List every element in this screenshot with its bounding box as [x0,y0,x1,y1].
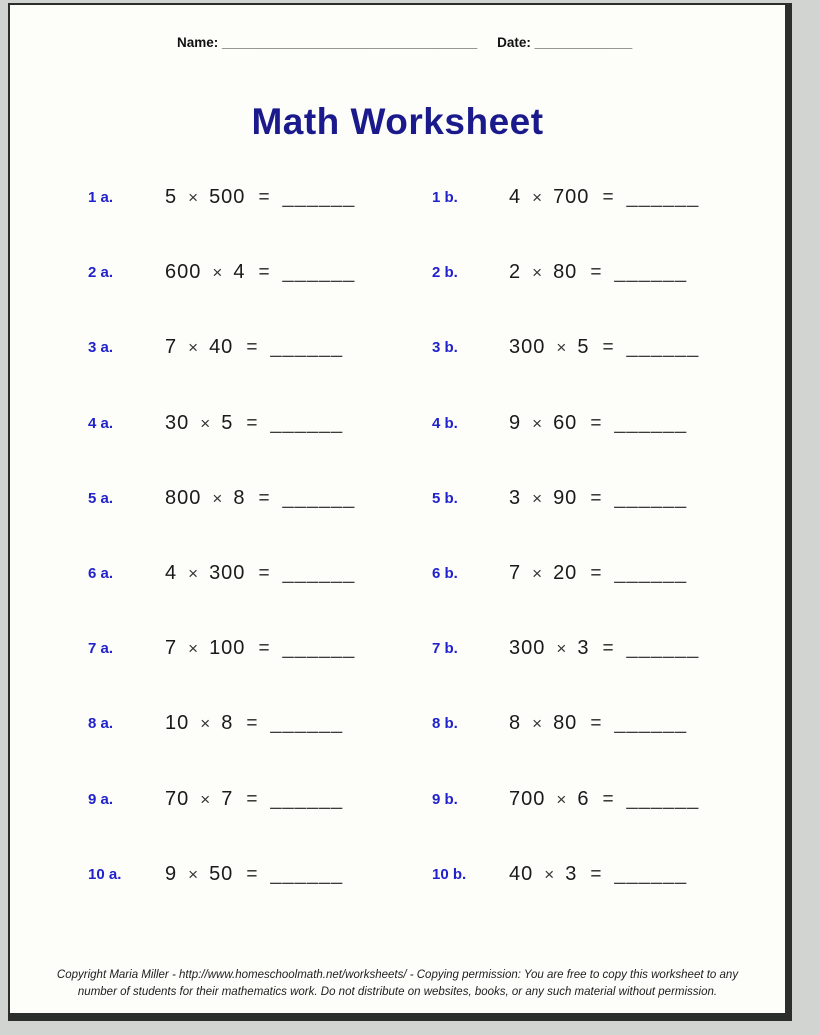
problem-expression [165,261,355,284]
problem-7b [432,611,776,686]
factor-1: 8 [509,712,522,735]
problem-label: 9 a. [88,790,114,808]
problem-9a [88,762,432,837]
equals-sign: = [258,638,270,660]
factor-1: 600 [165,261,202,284]
problem-expression [509,261,687,284]
equals-sign: = [590,713,602,735]
problem-6b [432,536,776,611]
factor-2: 40 [209,336,234,359]
multiply-icon: × [188,188,199,208]
multiply-icon: × [532,714,543,734]
equals-sign: = [258,187,270,209]
problem-expression [509,336,699,359]
problem-expression [509,637,699,660]
answer-blank: ______ [270,712,344,735]
factor-2: 5 [221,411,234,434]
factor-1: 5 [165,186,178,209]
answer-blank: ______ [614,411,688,434]
answer-blank: ______ [626,186,700,209]
problem-expression [509,788,699,811]
equals-sign: = [246,713,258,735]
factor-1: 40 [509,862,534,885]
answer-blank: ______ [614,862,688,885]
problem-expression [509,186,699,209]
factor-2: 4 [233,261,246,284]
factor-2: 5 [577,336,590,359]
multiply-icon: × [200,714,211,734]
factor-2: 3 [565,862,578,885]
factor-2: 7 [221,787,234,810]
factor-1: 7 [165,336,178,359]
problem-10a [88,837,432,912]
date-label: Date: [497,35,531,50]
problem-label: 1 b. [432,189,458,207]
problem-8b [432,686,776,761]
factor-2: 90 [553,486,578,509]
factor-2: 80 [553,261,578,284]
problem-5b [432,461,776,536]
answer-blank: ______ [626,336,700,359]
problem-label: 1 a. [88,189,114,207]
problem-label: 6 a. [88,565,114,583]
multiply-icon: × [544,864,555,884]
problem-label: 10 a. [88,865,122,883]
equals-sign: = [590,863,602,885]
problem-expression [509,863,687,886]
name-blank: __________________________________ [222,35,478,50]
problem-3b [432,310,776,385]
problem-label: 8 a. [88,715,114,733]
factor-2: 8 [233,486,246,509]
answer-blank: ______ [626,787,700,810]
factor-1: 10 [165,712,190,735]
answer-blank: ______ [614,261,688,284]
problem-4a [88,386,432,461]
answer-blank: ______ [270,336,344,359]
problem-2b [432,235,776,310]
equals-sign: = [602,337,614,359]
answer-blank: ______ [282,186,356,209]
problem-label: 6 b. [432,565,458,583]
factor-1: 4 [165,562,178,585]
factor-1: 3 [509,486,522,509]
multiply-icon: × [212,263,223,283]
problem-label: 8 b. [432,715,458,733]
problem-1b [432,160,776,235]
multiply-icon: × [556,789,567,809]
problem-label: 7 a. [88,640,114,658]
factor-1: 300 [509,637,546,660]
equals-sign: = [246,412,258,434]
multiply-icon: × [212,488,223,508]
answer-blank: ______ [282,486,356,509]
answer-blank: ______ [282,562,356,585]
answer-blank: ______ [614,712,688,735]
factor-2: 80 [553,712,578,735]
problems-grid [88,160,776,912]
factor-1: 4 [509,186,522,209]
factor-1: 2 [509,261,522,284]
factor-2: 6 [577,787,590,810]
answer-blank: ______ [282,637,356,660]
problem-10b [432,837,776,912]
problem-8a [88,686,432,761]
problem-expression [509,487,687,510]
page-title: Math Worksheet [251,101,544,142]
problem-1a [88,160,432,235]
equals-sign: = [258,563,270,585]
equals-sign: = [590,412,602,434]
multiply-icon: × [200,789,211,809]
problem-3a [88,310,432,385]
date-blank: _____________ [534,35,633,50]
multiply-icon: × [532,263,543,283]
worksheet-page [8,3,792,1021]
factor-1: 9 [165,862,178,885]
problem-expression [509,562,687,585]
multiply-icon: × [188,639,199,659]
multiply-icon: × [188,564,199,584]
equals-sign: = [246,863,258,885]
problem-label: 9 b. [432,790,458,808]
answer-blank: ______ [614,486,688,509]
equals-sign: = [590,262,602,284]
problem-7a [88,611,432,686]
multiply-icon: × [556,639,567,659]
equals-sign: = [258,487,270,509]
factor-1: 800 [165,486,202,509]
factor-2: 3 [577,637,590,660]
problem-label: 5 b. [432,489,458,507]
factor-2: 8 [221,712,234,735]
factor-1: 7 [165,637,178,660]
factor-2: 300 [209,562,246,585]
problem-4b [432,386,776,461]
equals-sign: = [602,638,614,660]
problem-label: 2 b. [432,264,458,282]
multiply-icon: × [556,338,567,358]
equals-sign: = [602,187,614,209]
problem-expression [165,637,355,660]
problem-expression [165,186,355,209]
answer-blank: ______ [626,637,700,660]
problem-expression [165,487,355,510]
problem-label: 2 a. [88,264,114,282]
equals-sign: = [246,788,258,810]
problem-6a [88,536,432,611]
copyright-footer [10,967,785,1001]
answer-blank: ______ [270,862,344,885]
problem-label: 3 b. [432,339,458,357]
factor-1: 700 [509,787,546,810]
problem-expression [165,788,343,811]
equals-sign: = [590,563,602,585]
problem-label: 5 a. [88,489,114,507]
problem-expression [509,712,687,735]
factor-1: 7 [509,562,522,585]
problem-label: 7 b. [432,640,458,658]
problem-expression [165,712,343,735]
multiply-icon: × [532,488,543,508]
name-date-row [177,35,632,50]
problem-expression [165,863,343,886]
problem-label: 10 b. [432,865,467,883]
problem-expression [165,562,355,585]
factor-2: 60 [553,411,578,434]
problem-expression [165,336,343,359]
problem-label: 4 a. [88,414,114,432]
factor-1: 9 [509,411,522,434]
answer-blank: ______ [282,261,356,284]
multiply-icon: × [188,338,199,358]
answer-blank: ______ [270,787,344,810]
problem-expression [509,412,687,435]
factor-1: 300 [509,336,546,359]
factor-1: 70 [165,787,190,810]
factor-1: 30 [165,411,190,434]
multiply-icon: × [532,413,543,433]
multiply-icon: × [532,564,543,584]
problem-label: 4 b. [432,414,458,432]
problem-label: 3 a. [88,339,114,357]
name-label: Name: [177,35,219,50]
multiply-icon: × [532,188,543,208]
answer-blank: ______ [614,562,688,585]
equals-sign: = [590,487,602,509]
equals-sign: = [246,337,258,359]
equals-sign: = [258,262,270,284]
factor-2: 700 [553,186,590,209]
problem-expression [165,412,343,435]
copyright-line-1: Copyright Maria Miller - http://www.homeschoolmath.net/worksheets/ - Copying permission: You are free to copy this worksheet to any [56,969,739,981]
answer-blank: ______ [270,411,344,434]
problem-2a [88,235,432,310]
copyright-line-2: number of students for their mathematics work. Do not distribute on websites, books, or any such material without permission. [77,986,718,998]
multiply-icon: × [200,413,211,433]
problem-5a [88,461,432,536]
equals-sign: = [602,788,614,810]
factor-2: 100 [209,637,246,660]
problem-9b [432,762,776,837]
factor-2: 500 [209,186,246,209]
factor-2: 50 [209,862,234,885]
factor-2: 20 [553,562,578,585]
multiply-icon: × [188,864,199,884]
